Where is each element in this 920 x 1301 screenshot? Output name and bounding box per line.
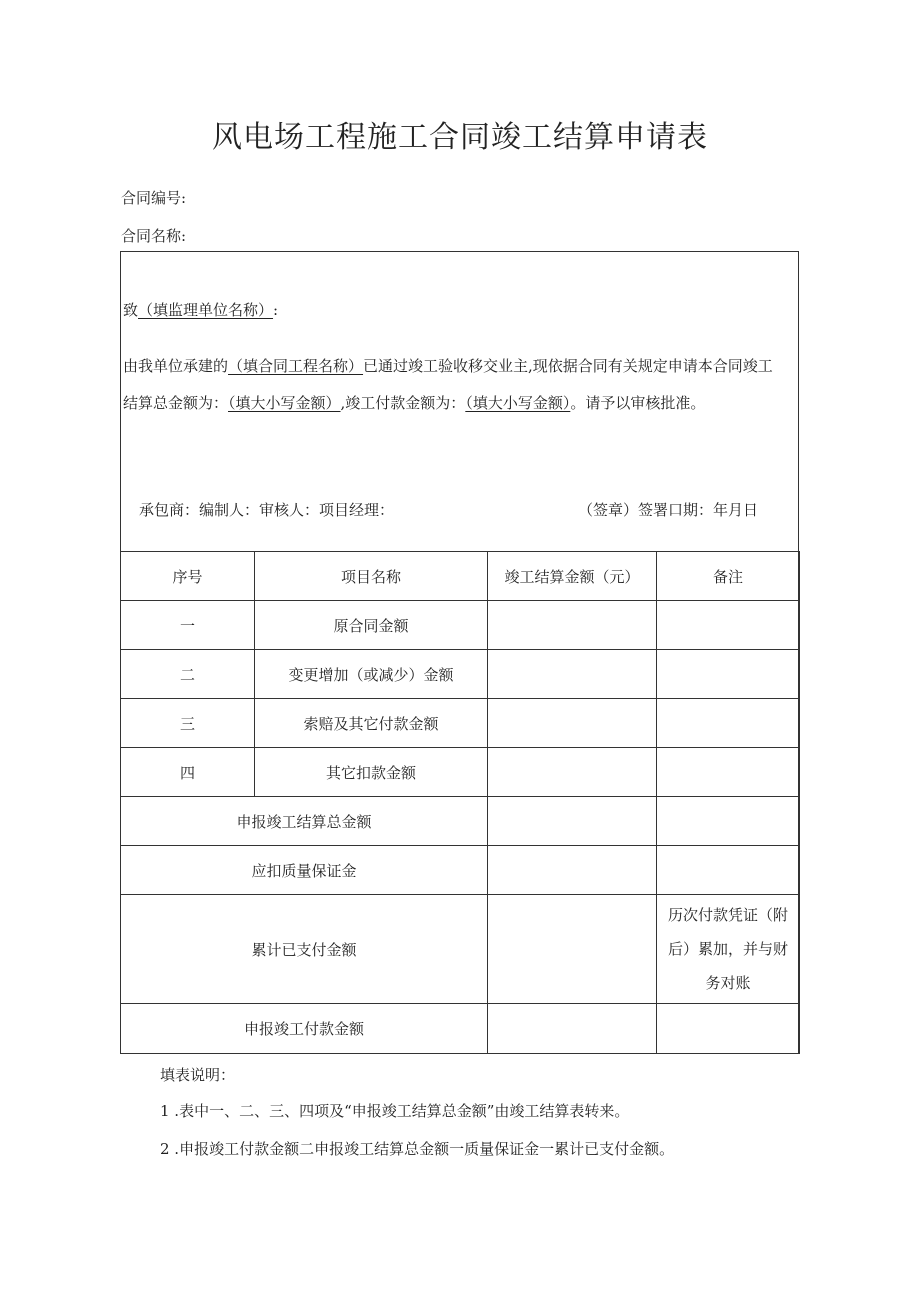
row-item-name: 变更增加（或减少）金额: [255, 650, 488, 699]
addressee-prefix: 致: [123, 301, 139, 319]
document-title: 风电场工程施工合同竣工结算申请表: [212, 120, 708, 155]
summary-label: 累计已支付金额: [121, 895, 488, 1004]
header-no: 序号: [121, 552, 255, 601]
contract-name-label: 合同名称:: [121, 227, 187, 245]
row-number: 四: [121, 748, 255, 797]
total-amount-label: 结算总金额为：: [123, 394, 229, 412]
row-item-name: 其它扣款金额: [255, 748, 488, 797]
application-statement: [121, 252, 798, 552]
remark-note: 历次付款凭证（附后）累加，并与财务对账: [657, 895, 800, 1004]
approval-request-text: 。请予以审核批准。: [570, 394, 706, 412]
summary-row: [121, 846, 800, 895]
addressee-line: [123, 299, 278, 320]
header-amount: 竣工结算金额（元）: [488, 552, 657, 601]
note-item: 2 .申报竣工付款金额二申报竣工结算总金额一质量保证金一累计已支付金额。: [160, 1140, 675, 1158]
table-row: [121, 748, 800, 797]
contract-number-label: 合同编号:: [121, 189, 187, 207]
remark-cell[interactable]: [657, 846, 800, 895]
statement-line-2: [123, 392, 705, 413]
summary-label: 申报竣工结算总金额: [121, 797, 488, 846]
statement-text: 已通过竣工验收移交业主,现依据合同有关规定申请本合同竣工: [363, 357, 773, 375]
amount-cell[interactable]: [488, 748, 657, 797]
remark-cell[interactable]: [657, 797, 800, 846]
supervisor-name-field[interactable]: （填监理单位名称）: [138, 301, 274, 319]
total-amount-field[interactable]: （填大小写金额）: [228, 394, 341, 412]
amount-cell[interactable]: [488, 895, 657, 1004]
remark-cell[interactable]: [657, 699, 800, 748]
remark-cell[interactable]: [657, 1004, 800, 1054]
header-item-name: 项目名称: [255, 552, 488, 601]
remark-cell[interactable]: [657, 601, 800, 650]
amount-cell[interactable]: [488, 601, 657, 650]
summary-label: 应扣质量保证金: [121, 846, 488, 895]
payment-amount-label: ,竣工付款金额为：: [340, 394, 466, 412]
row-number: 二: [121, 650, 255, 699]
amount-cell[interactable]: [488, 846, 657, 895]
remark-cell[interactable]: [657, 650, 800, 699]
table-header-row: [121, 552, 800, 601]
row-item-name: 原合同金额: [255, 601, 488, 650]
remark-cell[interactable]: [657, 748, 800, 797]
summary-row: [121, 797, 800, 846]
amount-cell[interactable]: [488, 797, 657, 846]
payment-amount-field[interactable]: （填大小写金额）: [465, 394, 571, 412]
summary-row: [121, 895, 800, 1004]
amount-cell[interactable]: [488, 650, 657, 699]
header-remark: 备注: [657, 552, 800, 601]
seal-date-line: （签章）签署口期：年月日: [578, 501, 759, 519]
summary-label: 申报竣工付款金额: [121, 1004, 488, 1054]
form-frame: [120, 251, 799, 1054]
summary-row: [121, 1004, 800, 1054]
row-number: 一: [121, 601, 255, 650]
statement-prefix: 由我单位承建的: [123, 357, 229, 375]
amount-cell[interactable]: [488, 1004, 657, 1054]
row-item-name: 索赔及其它付款金额: [255, 699, 488, 748]
amount-cell[interactable]: [488, 699, 657, 748]
statement-line-1: [123, 355, 773, 376]
table-row: [121, 699, 800, 748]
addressee-suffix: :: [273, 301, 279, 319]
row-number: 三: [121, 699, 255, 748]
table-row: [121, 650, 800, 699]
signers-line: 承包商：编制人：审核人：项目经理：: [139, 501, 395, 519]
notes-heading: 填表说明：: [160, 1066, 236, 1084]
table-row: [121, 601, 800, 650]
project-name-field[interactable]: （填合同工程名称）: [228, 357, 364, 375]
settlement-table: [120, 551, 800, 1054]
note-item: 1 .表中一、二、三、四项及“申报竣工结算总金额”由竣工结算表转来。: [160, 1102, 630, 1120]
